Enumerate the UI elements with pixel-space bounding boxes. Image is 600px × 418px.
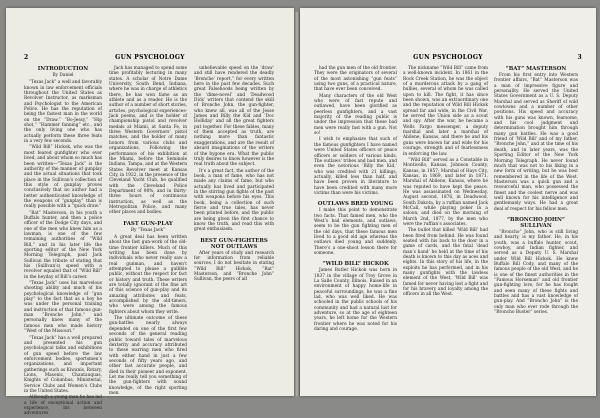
section-heading: “BAT” MASTERSON	[505, 66, 567, 72]
right-page-number: 3	[577, 54, 582, 61]
body-paragraph: unbelievable speed on the ‘draw’ and still have rendered the deadly ‘Bronche’ report,” for every written here in the past few decades. Such great Falsehoods being written by the ‘dime-novel’ and ‘Deadwood Dick’ writers that contend the skill of Bronche John, the gun-fighter, who knew all, was all of the Jesse James and Billy the Kid and ‘Doc Holliday’ and all the great fighters put together. For these fables, many of them accepted as truth, are nothing more than fantastic exaggerations, and are the result of absurd imaginations of the writers of the bygone era. What the public truly desires to know however is the real truth about the subject.	[194, 66, 274, 168]
body-paragraph: The ultimate outcome of these gun-battles nearly always depended on one of the first few seconds of the general reading public toward tales of marvelous dexterity and accuracy attributed to these warring men who fired with either hand in just a few seconds of fifty years ago, and other fast accurate people, and died in their pioneer and exponent. Let me really tell you something of the gun-fighters with sound knowledge, of the right sporting men.	[109, 316, 187, 396]
left-running-header	[6, 54, 294, 64]
left-page-number: 2	[24, 54, 29, 61]
body-paragraph: The bullet that killed ‘Wild Bill’ had been fired from behind. He was found seated with his back to the door in a game of cards, and the fatal ‘dead man’s hand’ he held at the time of his death is known to this day as aces and eights. In this story of his life, in the exploits he has performed, and in his many gunfights with the lawless element of the West, ‘Wild Bill’ was famed for never having lost a fight and for his bravery and loyalty among the officers in all the West.	[403, 228, 488, 298]
body-paragraph: After years of study and research for information from reliable sources, I do not hesitate in stating “Wild Bill” Hickok, “Bat” Masterson, and “Bronche John” Sullivan, the peers of all	[194, 250, 274, 283]
body-paragraph: “Texas Jack” has a well prepared and presented his gun psychological talks and exhibitions of gun speed before the law enforcement bodies, sportsmen’s organizations, and important gatherings such as Kiwanis, Rotary, Lions, Masonic, Chautauquas, Knights of Columbus, Ministerial, Service Clubs and Women’s Clubs in the United States.	[24, 335, 102, 394]
left-page	[6, 8, 294, 417]
body-paragraph: “Texas Jack” uses his marvelous shooting ability and much of his psychological knowledge of “gun play” to the fact that as a boy he was under the personal training and instruction of that famous gun-man “Bronche John,” and personally knew many of the famous men who made history “West of the Missouri.”	[24, 281, 102, 335]
body-paragraph: From his first entry into Western frontier affairs, “Bat” Masterson was a man of impressive figure and personality. He served the United States Government as a U. S. Deputy Marshal and served as Sheriff of wild cowtowns and a number of other positions. His speed and accuracy with his guns was known, fearsome, and his cool judgment and determination brought him through many gun battles. He was a good friend of ‘Wild Bill’ and of my father, “Bronche John,” and at the time of his death, and in later years, was the Sporting Editor of the New York Morning Telegraph. He never found much that was not to his liking in a new form of writing, but he was best remembered in the life of the West. Masterson was a quick gun and a resourceful man, who possessed the finest and the coolest nerve and was well known for his intelligence and gentlemanly ways. He had a great deal of respect for his fellow men.	[494, 73, 578, 212]
body-paragraph: “Wild Bill” Hickok, who was the most feared gunfighter who ever lived, and about whom so much has been written—“Texas Jack” is the authority of the manner of gunplay and the actual situations that took place in the Sullivan’s collection of this style of gunplay proves conclusively that no author had a better authenticated knowledge of the weapons of “gunplay” than is really possible with a “quick draw.”	[24, 145, 102, 210]
section-heading: FAST GUN-PLAY	[123, 220, 173, 227]
body-paragraph: James Butler Hickok was born in 1837 in the village of Troy Grove in La Salle County, Illinois. Raised in an environment of happy home-life in peaceful surroundings, he was a fine lad, who was well liked. He was schooled in the public schools of his community and had a natural lust for adventure, so at the age of eighteen years, he left home for the Western frontier where he was noted for his daring and courage.	[314, 268, 397, 333]
left-running-head: GUN PSYCHOLOGY	[115, 54, 185, 61]
byline: By “Texas Jack”	[130, 227, 166, 233]
byline: By Daniel	[52, 73, 74, 78]
body-paragraph: The nickname “Wild Bill” came from a well-known incident. In 1861 in the Rock Creek Station, he was the object of a murderous attack by a gang of bullies, several of whom he was called upon to kill. The fight, it has since been shown, was an extraordinary one and the reputation of Wild Bill Hickok spread far and wide, in the Civil War, he served the Union side as a scout and spy. After the war, he became a Wells Fargo messenger, a deputy marshal and later a marshal of Abilene, Kansas, and there he and his guns were known far and wide for his courage, strength and of fearlessness in enforcing the law.	[403, 66, 488, 157]
body-paragraph: Jack has managed to spend some time profitably lecturing in many states. A scholar of Notre Dame University, South Bend, Indiana, where he was in charge of athletics there, he has won fame as an athlete and as a reader. He is the author of a number of short stories, articles, psychological experiences-Jack poems, and is the holder of championship pistol and revolver medals at Miami, at Santa Fe, in three Western Governors’ pistol matches, and the holder of many honors from various clubs and organizations. Following the performance of his exhibition at the Miami, before the Seminole Indians, Tampa, and at the Western States Revolver meet at Kansas City, in 1922, in the presence of the Cleveland Yacht Club, he qualified with the Cleveland Police Department of 98%, and in thirty-three hours of continuous instruction, as well as the Metropolitan Police, and many other places and bodies.	[109, 66, 187, 216]
body-paragraph: had the gun men of the old frontier. They were the originators of several of the most astonishing “gun feats” using two guns, of a practical nature, that have ever been conceived.	[314, 66, 397, 93]
right-running-header	[300, 54, 596, 64]
body-paragraph: “Broncho” John, who is still living and hearty, is my father. He, in his youth, was a buffalo hunter, scout, cowboy, and Indian fighter, and served as a Deputy U. S. Marshal under Wild Bill Hickok. He knew Buffalo Bill Cody, and many of the famous people of the old West, and he is one of the finest authorities in the “Famous Horseman” and old frontier gun-fighting lore, for he has fought and seen many of these fights and battles and has a vast knowledge of gun-play. And “Broncho John” is the only man who ever rode through the “Broncho Buster” series.	[494, 229, 578, 316]
body-paragraph: I make this point to demonstrate two facts. That famed men, who the West’s bad elements, and outlaws, seem to be the gun fighting men of the old days, that these famous men lived to a good old age whereas the outlaws died young and suddenly. There’s a one-shoot lesson there for someone.	[314, 208, 397, 256]
body-paragraph: A great deal has been written about the fast gun-work of the old-time frontier killers. Much of this writing has been done by individuals who never really saw a real gunman, and haven’t attempted to please a gullible public, without the respect for fact or history and truth. These writers are totally ignorant of the fine art of this science of gun-play and its amazing attributes and feats, accomplished by the old-timers, who were among the famous fighters about whom they write.	[109, 234, 187, 315]
section-heading: INTRODUCTION	[37, 66, 89, 72]
right-running-head: GUN PSYCHOLOGY	[413, 54, 483, 61]
body-paragraph: “Bat” Masterson, in his youth a Buffalo hunter, and then a police officer of the Dodge City days, and one of the men who knew him as a lawman, is one of the few remaining authorities of “Wild Bill,” and in his later life the sporting editor of the New York Morning Telegraph, paid Jack Sullivan the tribute of stating that his (Sullivan’s) speed with a revolver equaled that of “Wild Bill” in the heyday of Bill’s career.	[24, 210, 102, 280]
left-column-1	[24, 66, 102, 418]
section-heading: “WILD BILL” HICKOK	[322, 261, 389, 268]
left-column-3	[194, 66, 274, 284]
left-column-2	[109, 66, 187, 397]
body-paragraph: “Texas Jack” a well and favorably known in law enforcement officials throughout the United States as Revolver Instructor, as marksman and Psychologist to the American Police. He has the reputation of being the fastest man in the world on the “Draw.” “Bo-Jessy,” “Hip shot,” “Hammer fanning” etc., and the only living one who has actually perform these three feats in a very few seconds.	[24, 80, 102, 145]
book-spread	[0, 4, 600, 417]
body-paragraph: Although a young man he has led a life of exceptional action and experience, his between adventures	[24, 395, 102, 417]
section-heading: OUTLAWS BRED YOUNG	[317, 201, 394, 208]
body-paragraph: Many characters of the old West who were of fast repute and outlawed, have been glorified as peerless gunfighters, and a vast majority of the reading public is under the impression that these bad men were really fast with a gun. Not so!	[314, 93, 397, 137]
body-paragraph: “Wild Bill” served as a Constable in Monticello, Kansas, Johnson County, Kansas, in 1857; Marshal of Hays City, Kansas, in 1869, and later in 1871, Marshal of Abilene, Kansas, where he was reputed to have kept the peace. He was assassinated on Wednesday, August second, 1876, in Deadwood, South Dakota, by a ruffian named Jack McCall, while playing poker in a saloon, and died on the morning of March 2nd, 1877, by the men who were the ruffian’s associates.	[403, 157, 488, 227]
right-column-1	[314, 66, 397, 333]
body-paragraph: It’s a great fact, the author of the book, a man of fame, who has not made any claims of fame, but who actually has lived and participated in the stirring gun fights of the past with weapons before his eyes. This book, being a collection of such fierce and true tales, has never been printed before, and the public are being given the first chance to know the truth, and read this with great enthusiasm.	[194, 168, 274, 233]
section-heading: BEST GUN-FIGHTERS NOT OUTLAWS	[200, 237, 268, 250]
right-column-2	[403, 66, 488, 299]
right-column-3	[494, 66, 578, 316]
section-heading: “BRONCHO JOHN” SULLIVAN	[506, 216, 566, 229]
body-paragraph: I wish to emphasize that such of the famous gunfighters I have named were United States officers or peace officers or soldiers of various kinds. The outlaws’ tribes and bad men, and even the notorious ‘Billy the Kid,’ who was credited with 21 killings, actually, killed less than half, and have been proven in literature to have been credited with many more victims than were his victims.	[314, 137, 397, 196]
right-page	[300, 8, 596, 396]
